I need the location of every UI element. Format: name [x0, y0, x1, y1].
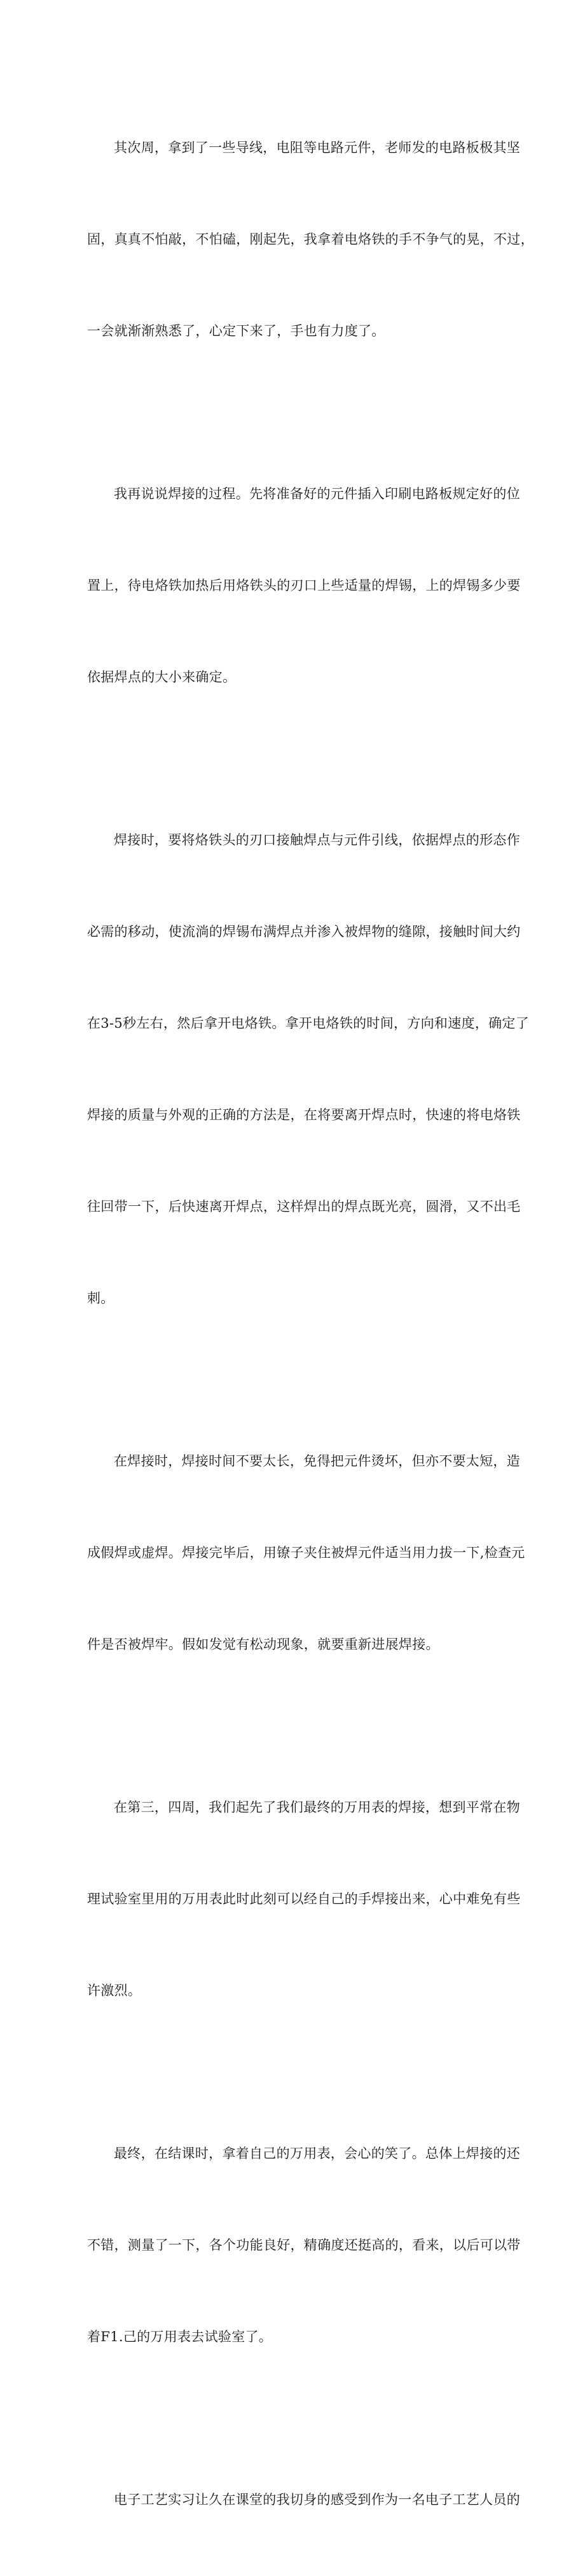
- paragraph-line: 焊接时，要将烙铁头的刃口接触焊点与元件引线，依据焊点的形态作: [114, 832, 520, 848]
- paragraph-6: [87, 2077, 521, 2413]
- paragraph-line: 一会就渐渐熟悉了，心定下来了，手也有力度了。: [87, 323, 385, 339]
- paragraph-3: [87, 764, 530, 1375]
- paragraph-line: 往回带一下，后快速离开焊点，这样焊出的焊点既光亮，圆滑，又不出毛: [87, 1199, 521, 1214]
- paragraph-line: 电子工艺实习让久在课堂的我切身的感受到作为一名电子工艺人员的: [114, 2492, 520, 2507]
- paragraph-line: 置上，待电烙铁加热后用烙铁头的刃口上些适量的焊锡，上的焊锡多少要: [87, 578, 521, 593]
- paragraph-2: [87, 417, 521, 753]
- paragraph-line: 不错，测量了一下，各个功能良好，精确度还挺高的，看来，以后可以带: [87, 2237, 521, 2253]
- paragraph-line: 必需的移动，使流淌的焊锡布满焊点并渗入被焊物的缝隙，接触时间大约: [87, 924, 521, 939]
- paragraph-line: 最终，在结课时，拿着自己的万用表，会心的笑了。总体上焊接的还: [114, 2146, 520, 2161]
- paragraph-line: 我再说说焊接的过程。先将准备好的元件插入印刷电路板规定好的位: [114, 486, 520, 501]
- paragraph-line: 焊接的质量与外观的正确的方法是，在将要离开焊点时，快速的将电烙铁: [87, 1107, 521, 1123]
- paragraph-line: 在3-5秒左右，然后拿开电烙铁。拿开电烙铁的时间，方向和速度，确定了: [87, 1016, 530, 1031]
- paragraph-line: 刺。: [87, 1291, 114, 1306]
- paragraph-line: 成假焊或虚焊。焊接完毕后，用镣子夹住被焊元件适当用力拔一下,检查元: [87, 1545, 525, 1560]
- paragraph-7: [87, 2423, 520, 2576]
- paragraph-line: 许激烈。: [87, 1983, 142, 1998]
- paragraph-line: 理试验室里用的万用表此时此刻可以经自己的手焊接出来，心中难免有些: [87, 1891, 521, 1907]
- paragraph-1: [87, 71, 534, 407]
- paragraph-5: [87, 1731, 521, 2067]
- document-body: [87, 71, 534, 2576]
- paragraph-line: 固，真真不怕敲，不怕磕，刚起先，我拿着电烙铁的手不争气的晃，不过，: [87, 232, 534, 247]
- paragraph-line: 件是否被焊牢。假如发觉有松动现象，就要重新进展焊接。: [87, 1637, 439, 1652]
- paragraph-4: [87, 1385, 525, 1721]
- paragraph-line: 其次周，拿到了一些导线，电阻等电路元件，老师发的电路板极其坚: [114, 140, 520, 155]
- paragraph-line: 依据焊点的大小来确定。: [87, 669, 237, 685]
- paragraph-line: 在焊接时，焊接时间不要太长，免得把元件烫坏，但亦不要太短，造: [114, 1453, 520, 1469]
- paragraph-line: 在第三，四周，我们起先了我们最终的万用表的焊接，想到平常在物: [114, 1800, 520, 1815]
- paragraph-line: 着F1.己的万用表去试验室了。: [87, 2329, 273, 2344]
